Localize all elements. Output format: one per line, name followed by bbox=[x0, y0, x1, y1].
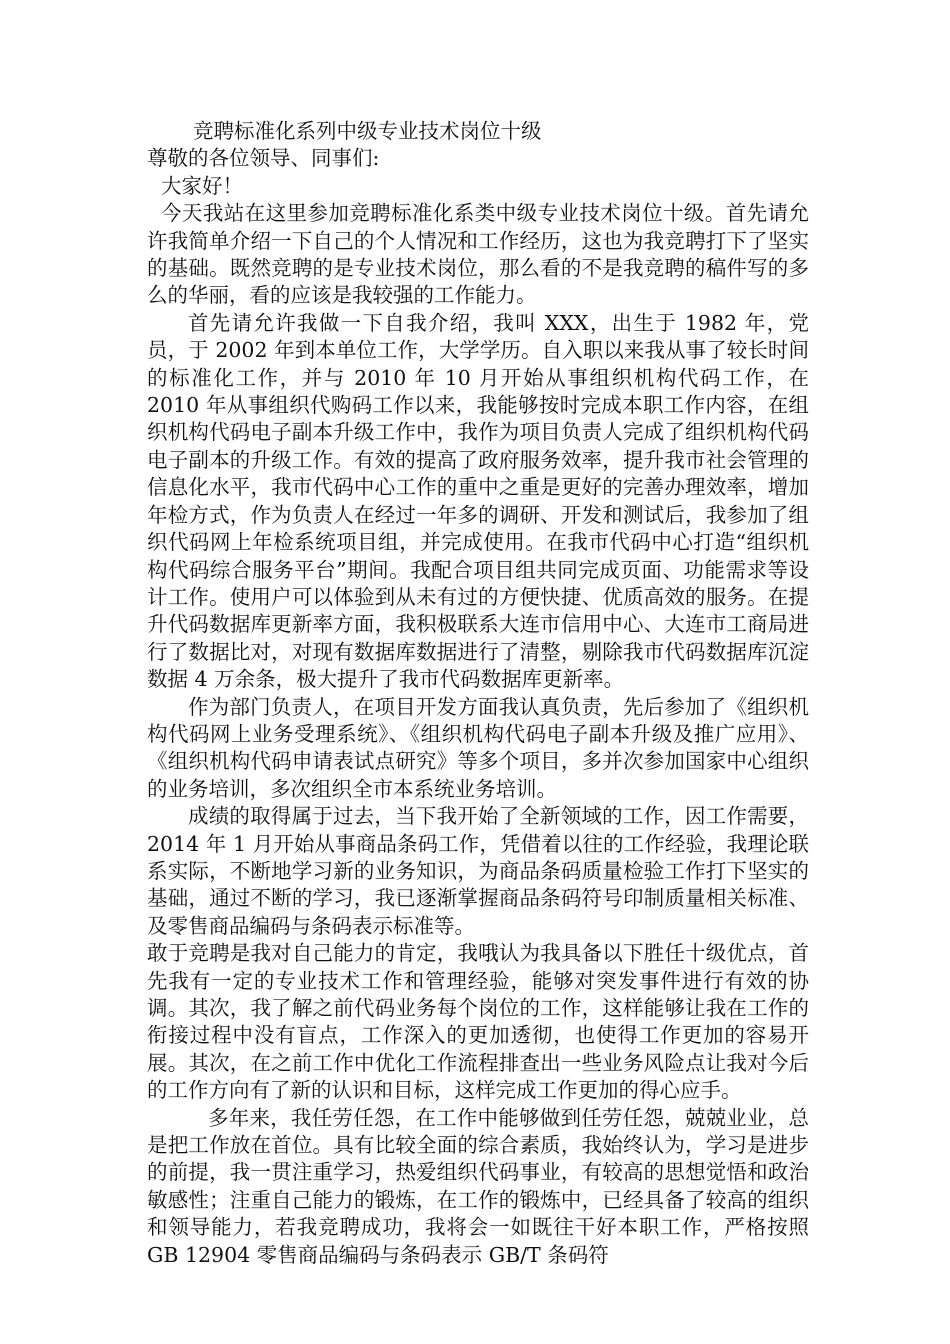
greeting: 大家好！ bbox=[161, 173, 243, 198]
paragraph-intro: 今天我站在这里参加竞聘标准化系类中级专业技术岗位十级。首先请允许我简单介绍一下自己的个人情况和工作经历，这也为我竞聘打下了坚实的基础。既然竞聘的是专业技术岗位，那么看的不是我竞聘的稿件写的多么的华丽，看的应该是我较强的工作能力。 bbox=[147, 201, 809, 308]
paragraph-barcode-work: 成绩的取得属于过去，当下我开始了全新领域的工作，因工作需要，2014 年 1 月开始从事商品条码工作，凭借着以往的工作经验，我理论联系实际，不断地学习新的业务知识，为商品条码质量检验工作打下坚实的基础，通过不断的学习，我已逐渐掌握商品条码符号印制质量相关标准、及零售商品编码与条码表示标准等。 bbox=[147, 804, 809, 938]
paragraph-self-introduction: 首先请允许我做一下自我介绍，我叫 XXX，出生于 1982 年，党员，于 2002 年到本单位工作，大学学历。自入职以来我从事了较长时间的标准化工作，并与 2010 年 10 月开始从事组织机构代码工作，在 2010 年从事组织代购码工作以来，我能够按时完成本职工作内容，在组织机构代码电子副本升级工作中，我作为项目负责人完成了组织机构代码电子副本的升级工作。有效的提高了政府服务效率，提升我市社会管理的信息化水平，我市代码中心工作的重中之重是更好的完善办理效率，增加年检方式，作为负责人在经过一年多的调研、开发和测试后，我参加了组织代码网上年检系统项目组，并完成使用。在我市代码中心打造“组织机构代码综合服务平台”期间。我配合项目组共同完成页面、功能需求等设计工作。使用户可以体验到从未有过的方便快捷、优质高效的服务。在提升代码数据库更新率方面，我积极联系大连市信用中心、大连市工商局进行了数据比对，对现有数据库数据进行了清整，剔除我市代码数据库沉淀数据 4 万余条，极大提升了我市代码数据库更新率。 bbox=[147, 310, 809, 692]
paragraph-strengths: 敢于竞聘是我对自己能力的肯定，我哦认为我具备以下胜任十级优点，首先我有一定的专业技术工作和管理经验，能够对突发事件进行有效的协调。其次，我了解之前代码业务每个岗位的工作，这样能够让我在工作的衔接过程中没有盲点，工作深入的更加透彻，也使得工作更加的容易开展。其次，在之前工作中优化工作流程排查出一些业务风险点让我对今后的工作方向有了新的认识和目标，这样完成工作更加的得心应手。 bbox=[147, 941, 809, 1103]
document-page bbox=[147, 118, 809, 1269]
salutation: 尊敬的各位领导、同事们: bbox=[147, 146, 380, 171]
paragraph-commitment: 多年来，我任劳任怨，在工作中能够做到任劳任怨，兢兢业业，总是把工作放在首位。具有比较全面的综合素质，我始终认为，学习是进步的前提，我一贯注重学习，热爱组织代码事业，有较高的思想觉悟和政治敏感性；注重自己能力的锻炼，在工作的锻炼中，已经具备了较高的组织和领导能力，若我竞聘成功，我将会一如既往干好本职工作，严格按照 GB 12904 零售商品编码与条码表示 GB/T 条码符 bbox=[147, 1105, 809, 1267]
paragraph-project-work: 作为部门负责人，在项目开发方面我认真负责，先后参加了《组织机构代码网上业务受理系统》、《组织机构代码电子副本升级及推广应用》、《组织机构代码申请表试点研究》等多个项目，多并次参加国家中心组织的业务培训，多次组织全市本系统业务培训。 bbox=[147, 694, 809, 801]
document-title: 竞聘标准化系列中级专业技术岗位十级 bbox=[193, 119, 542, 143]
